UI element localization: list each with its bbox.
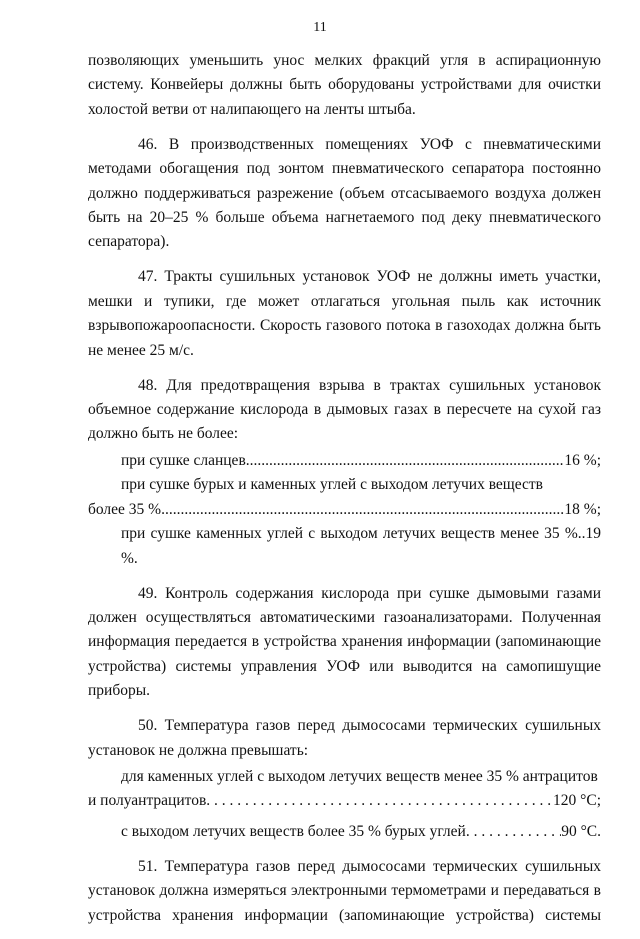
oxygen-limit-shale [88, 449, 601, 473]
paragraph-51: 51. Температура газов перед дымососами термических сушильных установок должна измеряться электронными термометрами и передаваться в устройства хранения информации (запоминающие устройства) системы [88, 857, 601, 924]
oxygen-limit-brown-coal-label: более 35 % [88, 500, 162, 518]
gas-temp-hard-coal-value: 120 °С; [553, 792, 601, 810]
paragraph-47: 47. Тракты сушильных установок УОФ не должны иметь участки, мешки и тупики, где может отлагаться угольная пыль как источник взрывопожароопасности. Скорость газового потока в газоходах должна быть не менее 25 м/с. [88, 268, 601, 359]
paragraph-46: 46. В производственных помещениях УОФ с пневматическими методами обогащения под зонтом пневматического сепаратора постоянно должно поддерживаться разрежение (объем отсасываемого воздуха должен быть на 20–25 % больше объема нагнетаемого под деку пневматического сепаратора). [88, 135, 601, 251]
paragraph-continued: позволяющих уменьшить унос мелких фракций угля в аспирационную систему. Конвейеры должны быть оборудованы устройствами для очистки холостой ветви от налипающего на ленты штыба. [88, 52, 601, 118]
dot-leader [206, 789, 553, 813]
dot-leader [161, 498, 564, 522]
oxygen-limit-shale-label: при сушке сланцев [121, 451, 246, 469]
gas-temp-hard-coal-text: для каменных углей с выходом летучих веществ менее 35 % антрацитов [121, 767, 598, 785]
gas-temp-hard-coal-label: и полуантрацитов [88, 792, 207, 810]
document-body [88, 49, 601, 939]
gas-temp-brown-coal-value: 90 °С. [561, 822, 601, 840]
paragraph-50: 50. Температура газов перед дымососами термических сушильных установок не должна превышать: [88, 717, 601, 759]
paragraph-49: 49. Контроль содержания кислорода при сушке дымовыми газами должен осуществляться автоматическими газоанализаторами. Полученная информация передается в устройства хранения информации (запоминающие устройства) системы управления УОФ или выводится на самопишущие приборы. [88, 584, 601, 700]
oxygen-limit-brown-coal [88, 498, 601, 522]
gas-temp-hard-coal [88, 789, 601, 813]
paragraph-48: 48. Для предотвращения взрыва в трактах сушильных установок объемное содержание кислорода в дымовых газах в пересчете на сухой газ должно быть не более: [88, 376, 601, 443]
dot-leader [246, 449, 565, 473]
page-number: 11 [313, 20, 327, 35]
oxygen-limit-hard-coal: при сушке каменных углей с выходом летучих веществ менее 35 %..19 %. [121, 525, 601, 567]
gas-temp-brown-coal-label: с выходом летучих веществ более 35 % бурых углей [121, 822, 466, 840]
oxygen-limit-brown-coal-text: при сушке бурых и каменных углей с выходом летучих веществ [121, 476, 543, 494]
oxygen-limit-shale-value: 16 %; [564, 451, 601, 469]
dot-leader [466, 820, 561, 844]
gas-temp-brown-coal [88, 820, 601, 844]
oxygen-limit-brown-coal-value: 18 %; [564, 500, 601, 518]
